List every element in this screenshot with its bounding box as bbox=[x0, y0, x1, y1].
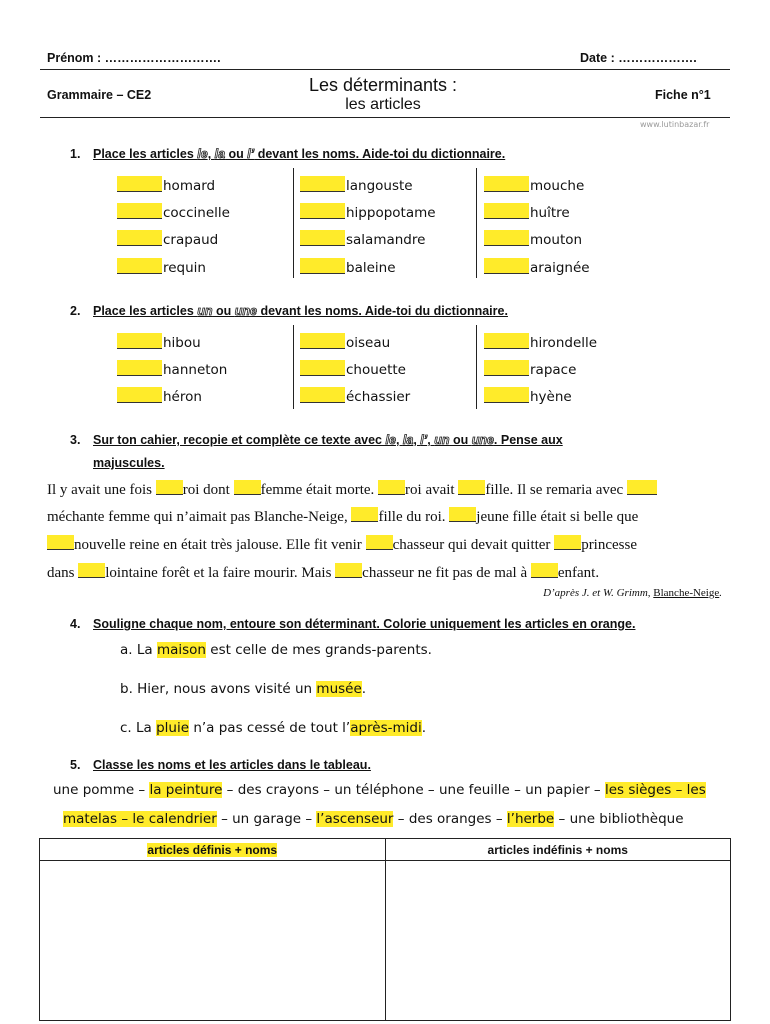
list-item: échassier bbox=[300, 387, 410, 405]
question-number: 2. bbox=[70, 304, 81, 318]
highlighted-word[interactable]: l’herbe bbox=[506, 811, 555, 827]
article-la: la bbox=[214, 147, 226, 161]
answer-blank[interactable] bbox=[300, 333, 345, 349]
source-credit: D’après J. et W. Grimm, Blanche-Neige. bbox=[543, 587, 722, 599]
highlighted-word[interactable]: la peinture bbox=[149, 782, 223, 798]
word-list-line: une pomme – la peinture – des crayons – un téléphone – une feuille – un papier – les sièges – les bbox=[53, 782, 706, 798]
answer-blank[interactable] bbox=[531, 563, 558, 578]
list-item: héron bbox=[117, 387, 202, 405]
answer-blank[interactable] bbox=[47, 535, 74, 550]
list-item: chouette bbox=[300, 360, 406, 378]
sentence-c: c. La pluie n’a pas cessé de tout l’après-midi. bbox=[120, 720, 427, 736]
answer-blank[interactable] bbox=[117, 203, 162, 219]
sentence-b: b. Hier, nous avons visité un musée. bbox=[120, 681, 367, 697]
text-line: nouvelle reine en était très jalouse. Elle fit venir chasseur qui devait quitter princesse bbox=[47, 535, 637, 554]
question-3-title-line2: majuscules. bbox=[93, 456, 165, 470]
classification-table bbox=[39, 838, 731, 1021]
list-item: oiseau bbox=[300, 333, 390, 351]
answer-blank[interactable] bbox=[627, 480, 657, 495]
list-item: hanneton bbox=[117, 360, 227, 378]
header-top-rule bbox=[40, 69, 730, 70]
answer-blank[interactable] bbox=[78, 563, 105, 578]
answer-blank[interactable] bbox=[300, 360, 345, 376]
answer-blank[interactable] bbox=[351, 507, 378, 522]
table-header-cell bbox=[385, 839, 731, 861]
answer-blank[interactable] bbox=[300, 230, 345, 246]
list-item: salamandre bbox=[300, 230, 425, 248]
list-item: mouche bbox=[484, 176, 584, 194]
page-title: Les déterminants : bbox=[308, 75, 458, 95]
highlighted-noun[interactable]: musée bbox=[316, 681, 362, 697]
list-item: homard bbox=[117, 176, 215, 194]
answer-blank[interactable] bbox=[484, 230, 529, 246]
column-defined-header: articles définis + noms bbox=[147, 842, 278, 857]
answer-blank[interactable] bbox=[484, 387, 529, 403]
list-item: crapaud bbox=[117, 230, 218, 248]
column-divider bbox=[293, 325, 294, 409]
text-line: dans lointaine forêt et la faire mourir. Mais chasseur ne fit pas de mal à enfant. bbox=[47, 565, 600, 581]
table-answer-cell[interactable] bbox=[385, 861, 731, 1021]
list-item: hyène bbox=[484, 387, 572, 405]
list-item: hirondelle bbox=[484, 333, 597, 351]
credit-title: Blanche-Neige bbox=[653, 587, 720, 599]
answer-blank[interactable] bbox=[117, 230, 162, 246]
answer-blank[interactable] bbox=[484, 333, 529, 349]
question-4-title: 4. Souligne chaque nom, entoure son déterminant. Colorie uniquement les articles en orange. bbox=[70, 617, 636, 631]
list-item: hibou bbox=[117, 333, 201, 351]
answer-blank[interactable] bbox=[366, 535, 393, 550]
article-le: le bbox=[197, 147, 208, 161]
answer-blank[interactable] bbox=[117, 387, 162, 403]
list-item: hippopotame bbox=[300, 203, 436, 221]
answer-blank[interactable] bbox=[378, 480, 405, 495]
article-l: l’ bbox=[247, 147, 255, 161]
column-undefined-header: articles indéfinis + noms bbox=[487, 842, 628, 857]
list-item: langouste bbox=[300, 176, 413, 194]
question-2-title: 2. Place les articles un ou une devant les noms. Aide-toi du dictionnaire. bbox=[70, 304, 508, 318]
answer-blank[interactable] bbox=[117, 360, 162, 376]
highlighted-noun[interactable]: maison bbox=[156, 642, 206, 658]
list-item: rapace bbox=[484, 360, 576, 378]
answer-blank[interactable] bbox=[484, 360, 529, 376]
answer-blank[interactable] bbox=[117, 258, 162, 274]
question-number: 4. bbox=[70, 617, 81, 631]
answer-blank[interactable] bbox=[156, 480, 183, 495]
prenom-label: Prénom : ………………………. bbox=[47, 51, 221, 65]
highlighted-word[interactable]: matelas – le calendrier bbox=[63, 811, 217, 827]
highlighted-word[interactable]: les sièges – les bbox=[604, 782, 706, 798]
highlighted-noun[interactable]: pluie bbox=[156, 720, 190, 736]
header-bottom-rule bbox=[40, 117, 730, 118]
answer-blank[interactable] bbox=[234, 480, 261, 495]
question-5-title: 5. Classe les noms et les articles dans le tableau. bbox=[70, 758, 371, 772]
question-number: 3. bbox=[70, 433, 81, 447]
list-item: coccinelle bbox=[117, 203, 230, 221]
fiche-label: Fiche n°1 bbox=[655, 88, 711, 102]
article-une: une bbox=[234, 304, 257, 318]
answer-blank[interactable] bbox=[484, 176, 529, 192]
question-1-title: 1. Place les articles le, la ou l’ devant les noms. Aide-toi du dictionnaire. bbox=[70, 147, 506, 161]
date-label: Date : ………………. bbox=[580, 51, 697, 65]
question-number: 1. bbox=[70, 147, 81, 161]
list-item: huître bbox=[484, 203, 570, 221]
sentence-a: a. La maison est celle de mes grands-parents. bbox=[120, 642, 432, 658]
page-subtitle: les articles bbox=[345, 96, 421, 113]
question-3-title: 3. Sur ton cahier, recopie et complète ce texte avec le, la, l’, un ou une. Pense aux bbox=[70, 433, 563, 447]
question-number: 5. bbox=[70, 758, 81, 772]
column-divider bbox=[476, 325, 477, 409]
column-divider bbox=[476, 168, 477, 278]
list-item: baleine bbox=[300, 258, 396, 276]
list-item: mouton bbox=[484, 230, 582, 248]
answer-blank[interactable] bbox=[300, 258, 345, 274]
highlighted-word[interactable]: l’ascenseur bbox=[316, 811, 394, 827]
answer-blank[interactable] bbox=[300, 387, 345, 403]
answer-blank[interactable] bbox=[449, 507, 476, 522]
subject-label: Grammaire – CE2 bbox=[47, 88, 152, 102]
answer-blank[interactable] bbox=[117, 176, 162, 192]
table-answer-cell[interactable] bbox=[40, 861, 386, 1021]
answer-blank[interactable] bbox=[484, 258, 529, 274]
column-divider bbox=[293, 168, 294, 278]
answer-blank[interactable] bbox=[300, 203, 345, 219]
answer-blank[interactable] bbox=[458, 480, 485, 495]
word-list-line: matelas – le calendrier – un garage – l’ascenseur – des oranges – l’herbe – une bibliothèque bbox=[63, 811, 684, 827]
highlighted-noun[interactable]: après-midi bbox=[350, 720, 422, 736]
answer-blank[interactable] bbox=[484, 203, 529, 219]
list-item: requin bbox=[117, 258, 206, 276]
text-line: méchante femme qui n’aimait pas Blanche-Neige, fille du roi. jeune fille était si belle que bbox=[47, 509, 639, 525]
answer-blank[interactable] bbox=[300, 176, 345, 192]
answer-blank[interactable] bbox=[554, 535, 581, 550]
list-item: araignée bbox=[484, 258, 590, 276]
site-credit: www.lutinbazar.fr bbox=[640, 120, 710, 129]
table-header-cell bbox=[40, 839, 386, 861]
article-un: un bbox=[197, 304, 213, 318]
answer-blank[interactable] bbox=[335, 563, 362, 578]
answer-blank[interactable] bbox=[117, 333, 162, 349]
text-line: Il y avait une fois roi dont femme était morte. roi avait fille. Il se remaria avec bbox=[47, 480, 657, 499]
